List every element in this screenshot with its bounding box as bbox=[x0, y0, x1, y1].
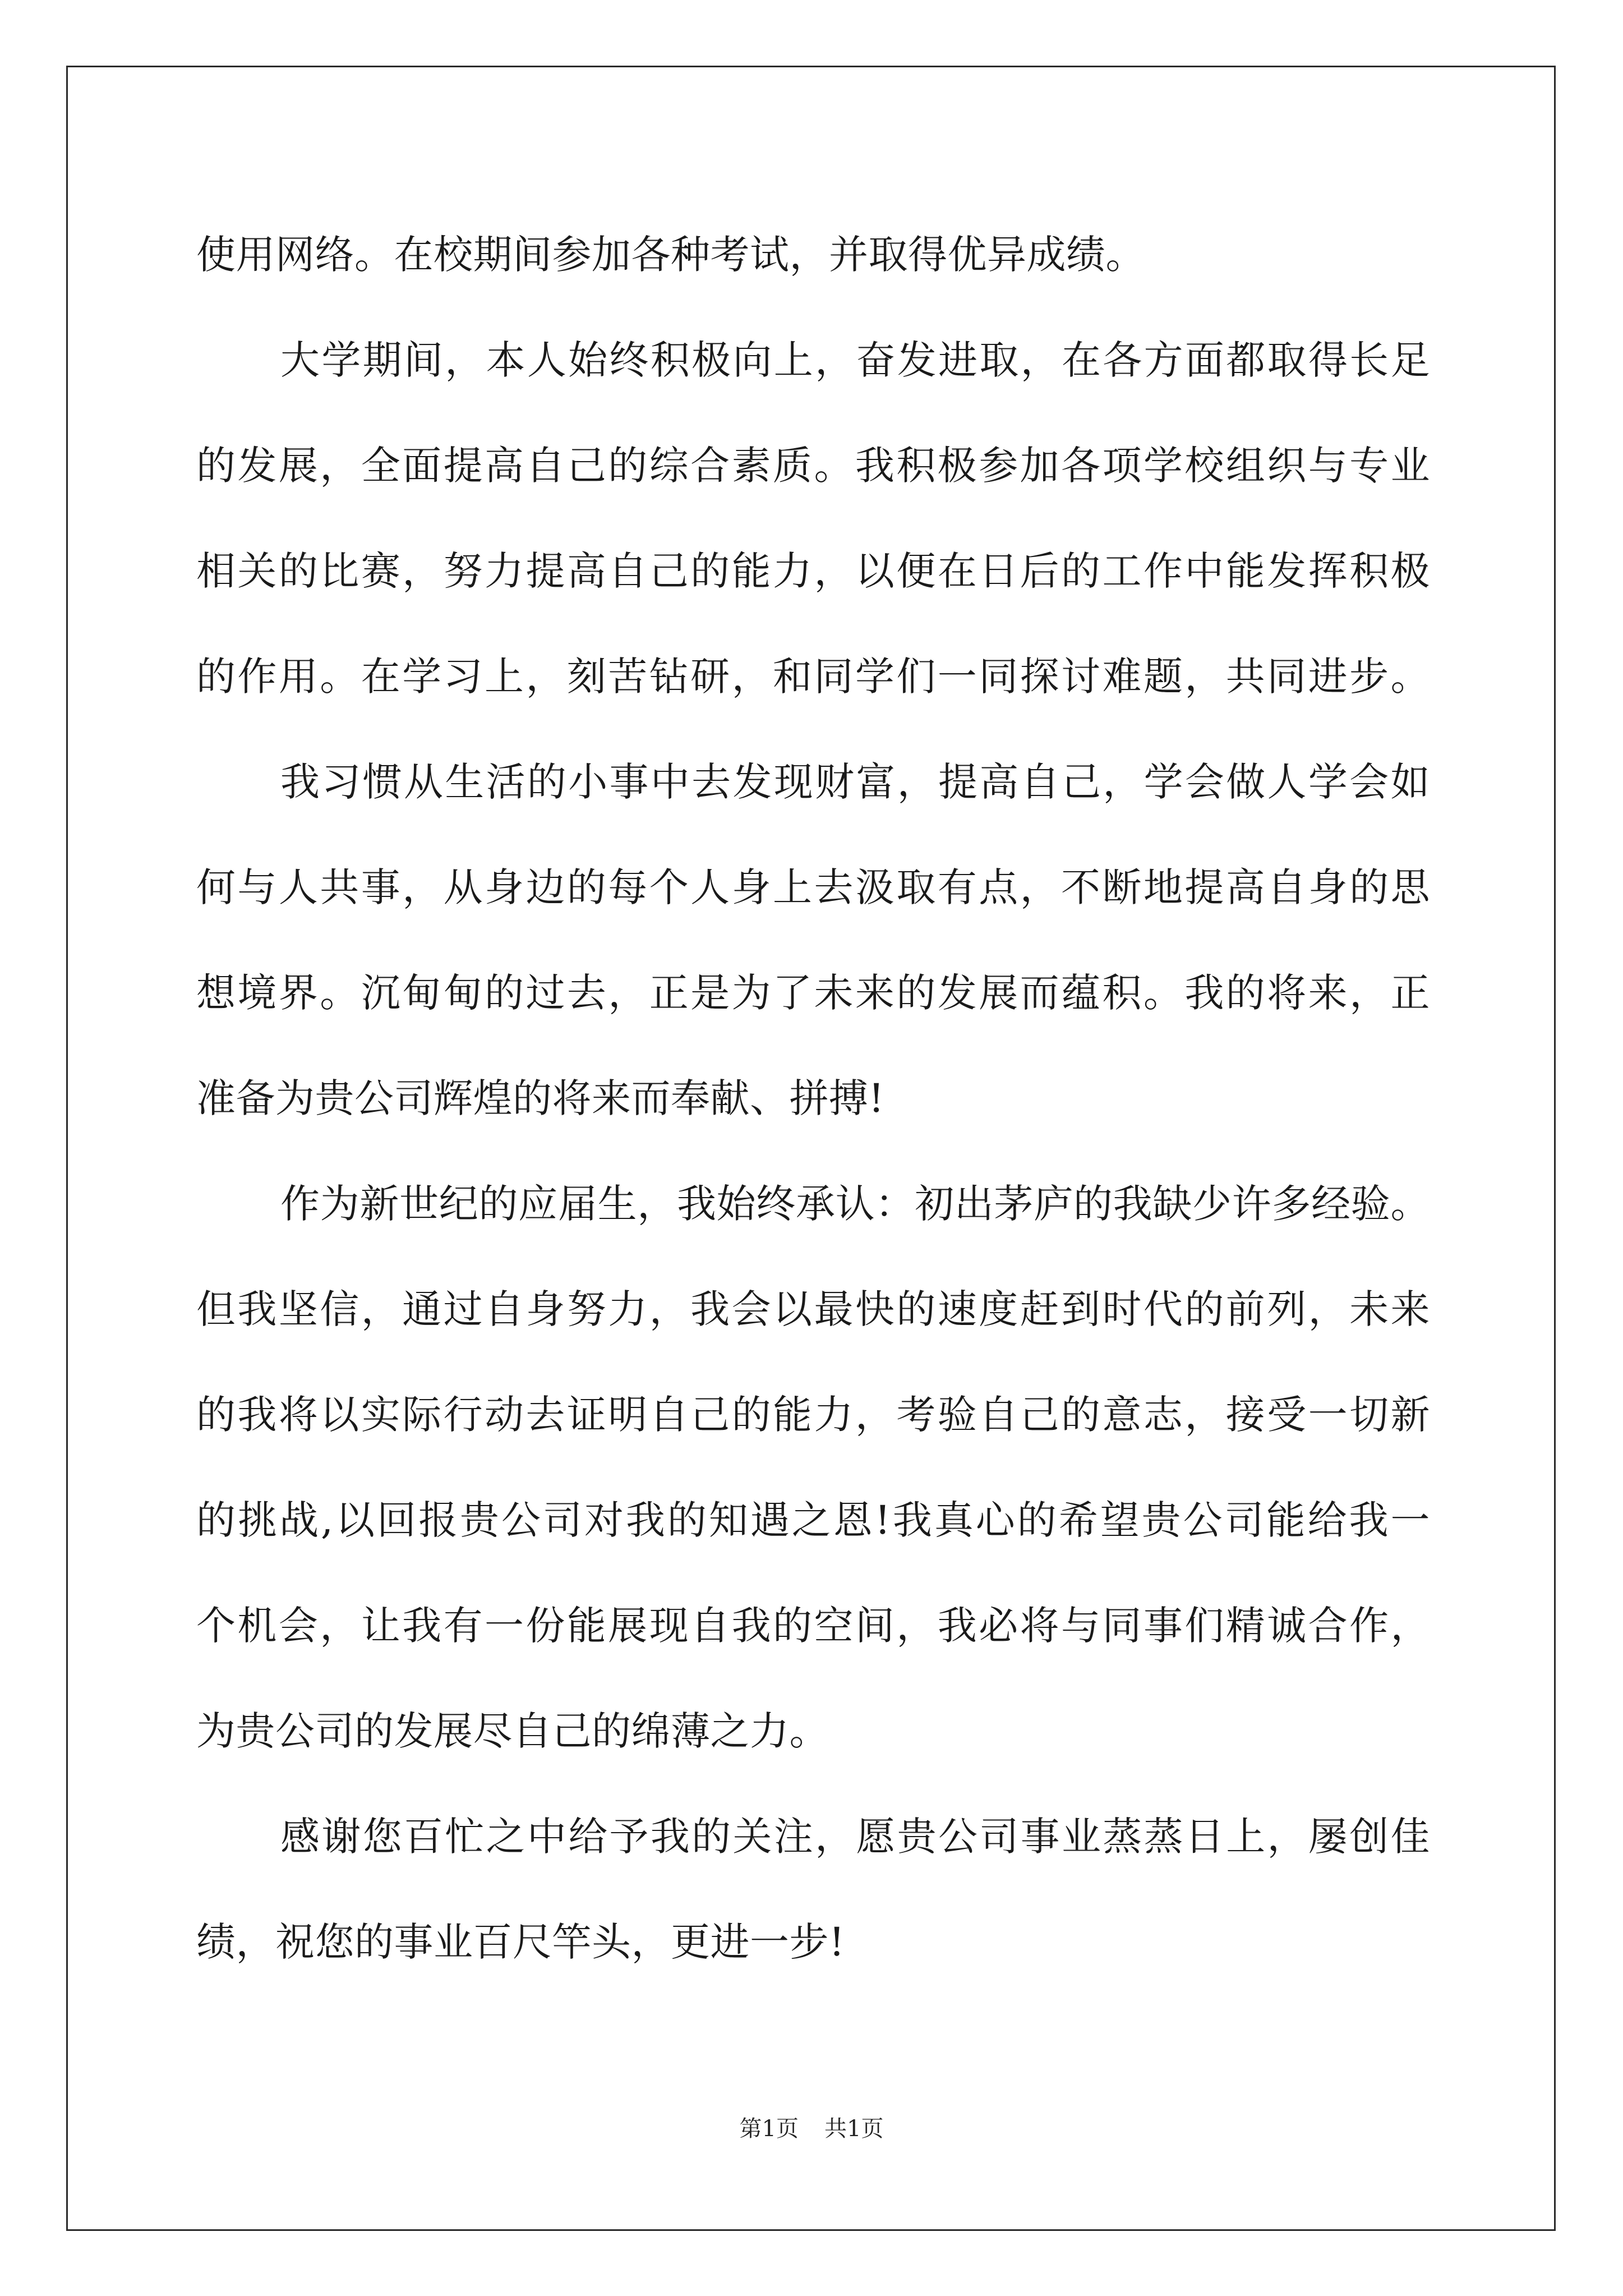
text-line: 个机会，让我有一份能展现自我的空间，我必将与同事们精诚合作， bbox=[196, 1603, 1430, 1649]
text-line: 相关的比赛，努力提高自己的能力，以便在日后的工作中能发挥积极 bbox=[196, 548, 1430, 594]
text-line: 的作用。在学习上，刻苦钻研，和同学们一同探讨难题，共同进步。 bbox=[196, 654, 1430, 700]
text-line: 的发展，全面提高自己的综合素质。我积极参加各项学校组织与专业 bbox=[196, 443, 1430, 489]
page-footer bbox=[0, 2115, 1623, 2143]
text-line: 绩，祝您的事业百尺竿头，更进一步! bbox=[196, 1919, 845, 1965]
text-line: 为贵公司的发展尽自己的绵薄之力。 bbox=[196, 1708, 829, 1754]
text-line: 感谢您百忙之中给予我的关注，愿贵公司事业蒸蒸日上，屡创佳 bbox=[280, 1814, 1430, 1860]
text-line: 使用网络。在校期间参加各种考试，并取得优异成绩。 bbox=[196, 232, 1145, 278]
page-total: 共1页 bbox=[824, 2116, 884, 2142]
text-line: 的我将以实际行动去证明自己的能力，考验自己的意志，接受一切新 bbox=[196, 1392, 1430, 1438]
text-line: 大学期间，本人始终积极向上，奋发进取，在各方面都取得长足 bbox=[280, 337, 1430, 383]
text-line: 但我坚信，通过自身努力，我会以最快的速度赶到时代的前列，未来 bbox=[196, 1286, 1430, 1332]
text-line: 何与人共事，从身边的每个人身上去汲取有点，不断地提高自身的思 bbox=[196, 864, 1430, 910]
page-number: 第1页 bbox=[739, 2116, 799, 2142]
text-line: 准备为贵公司辉煌的将来而奉献、拼搏! bbox=[196, 1075, 885, 1121]
document-body bbox=[196, 202, 1430, 1995]
text-line: 的挑战,以回报贵公司对我的知遇之恩!我真心的希望贵公司能给我一 bbox=[196, 1497, 1430, 1543]
text-line: 我习惯从生活的小事中去发现财富，提高自己，学会做人学会如 bbox=[280, 759, 1430, 805]
text-line: 作为新世纪的应届生，我始终承认：初出茅庐的我缺少许多经验。 bbox=[280, 1181, 1430, 1227]
text-line: 想境界。沉甸甸的过去，正是为了未来的发展而蕴积。我的将来，正 bbox=[196, 970, 1430, 1016]
